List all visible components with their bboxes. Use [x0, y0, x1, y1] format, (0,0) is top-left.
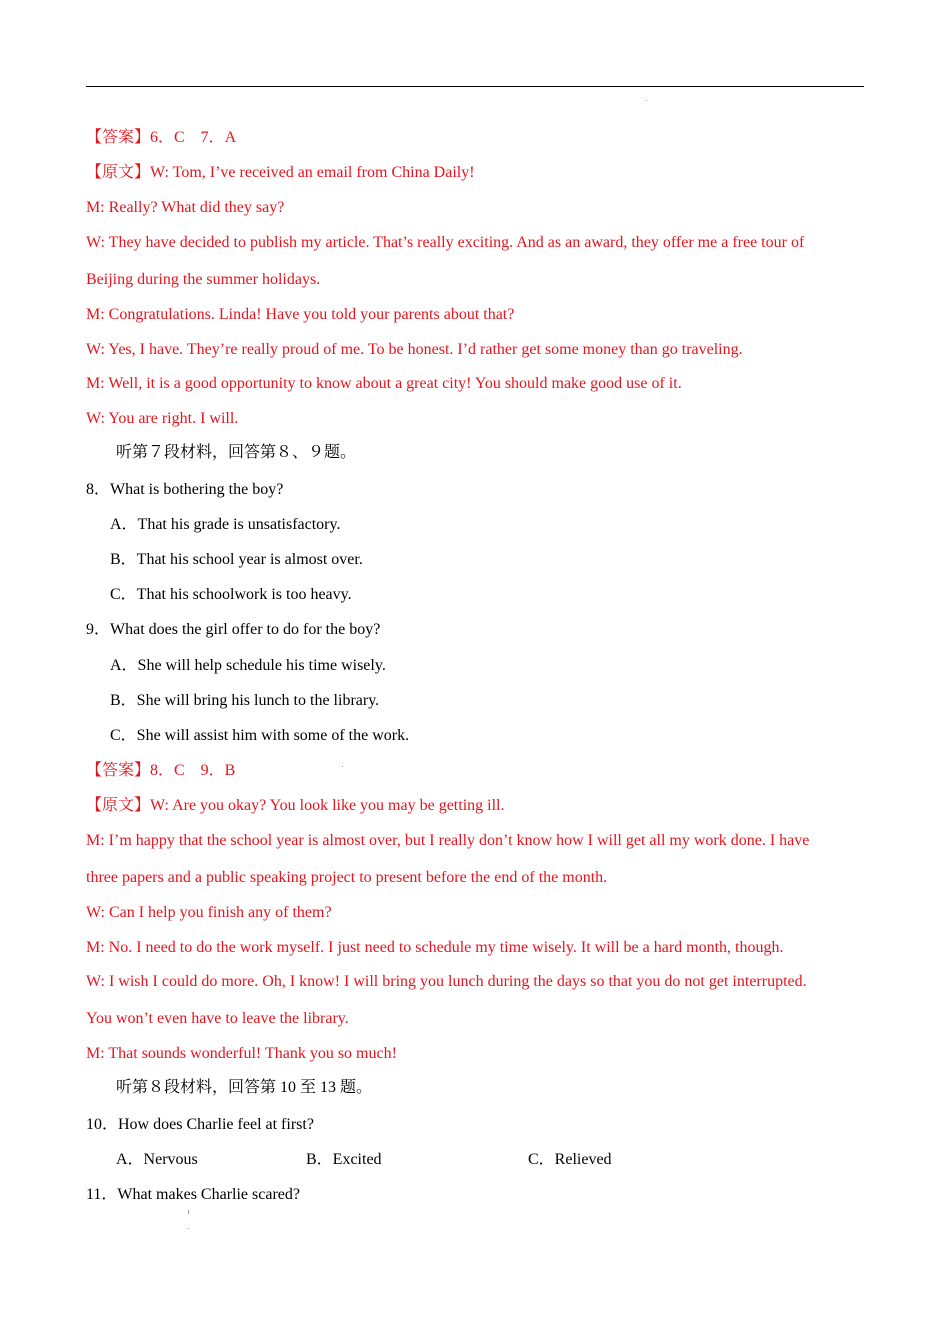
speck — [646, 100, 647, 101]
text-line: M: I’m happy that the school year is almost over, but I really don’t know how I will get all my work done. I have — [86, 832, 810, 849]
text-line: 【原文】W: Tom, I’ve received an email from China Daily! — [86, 164, 475, 181]
text-line: three papers and a public speaking project to present before the end of the month. — [86, 869, 608, 886]
text-line: M: Really? What did they say? — [86, 199, 285, 216]
answer-option: A．Nervous — [116, 1151, 198, 1168]
text-line: M: No. I need to do the work myself. I just need to schedule my time wisely. It will be a hard month, though. — [86, 939, 784, 956]
text-line: 8．What is bothering the boy? — [86, 481, 284, 498]
header-rule — [86, 86, 864, 87]
text-line: B．She will bring his lunch to the library. — [110, 692, 380, 709]
text-line: 11．What makes Charlie scared? — [86, 1186, 300, 1203]
text-line: 【原文】W: Are you okay? You look like you may be getting ill. — [86, 797, 505, 814]
text-line: 听第８段材料，回答第 10 至 13 题。 — [116, 1079, 373, 1096]
text-line: W: I wish I could do more. Oh, I know! I will bring you lunch during the days so that you do not get interrupted. — [86, 973, 807, 990]
text-line: W: You are right. I will. — [86, 410, 239, 427]
speck — [188, 1228, 189, 1229]
text-line: C．That his schoolwork is too heavy. — [110, 586, 352, 603]
text-line: Beijing during the summer holidays. — [86, 271, 321, 288]
text-line: A．That his grade is unsatisfactory. — [110, 516, 341, 533]
text-line: 9．What does the girl offer to do for the boy? — [86, 621, 381, 638]
speck — [188, 1210, 189, 1214]
text-line: W: Can I help you finish any of them? — [86, 904, 332, 921]
text-line: 10．How does Charlie feel at first? — [86, 1116, 314, 1133]
answer-option: B．Excited — [306, 1151, 382, 1168]
text-line: B．That his school year is almost over. — [110, 551, 363, 568]
text-line: A．She will help schedule his time wisely. — [110, 657, 386, 674]
text-line: M: Well, it is a good opportunity to know about a great city! You should make good use of it. — [86, 375, 682, 392]
text-line: 听第７段材料，回答第８、９题。 — [116, 444, 357, 461]
text-line: C．She will assist him with some of the work. — [110, 727, 410, 744]
text-line: M: That sounds wonderful! Thank you so much! — [86, 1045, 397, 1062]
text-line: You won’t even have to leave the library. — [86, 1010, 349, 1027]
answer-option: C．Relieved — [528, 1151, 612, 1168]
text-line: 【答案】6．C 7．A — [86, 129, 237, 146]
text-line: M: Congratulations. Linda! Have you told your parents about that? — [86, 306, 515, 323]
text-line: W: They have decided to publish my article. That’s really exciting. And as an award, they offer me a free tour of — [86, 234, 805, 251]
text-line: W: Yes, I have. They’re really proud of me. To be honest. I’d rather get some money than go traveling. — [86, 341, 743, 358]
text-line: 【答案】8．C 9．B — [86, 762, 236, 779]
speck — [342, 766, 343, 767]
